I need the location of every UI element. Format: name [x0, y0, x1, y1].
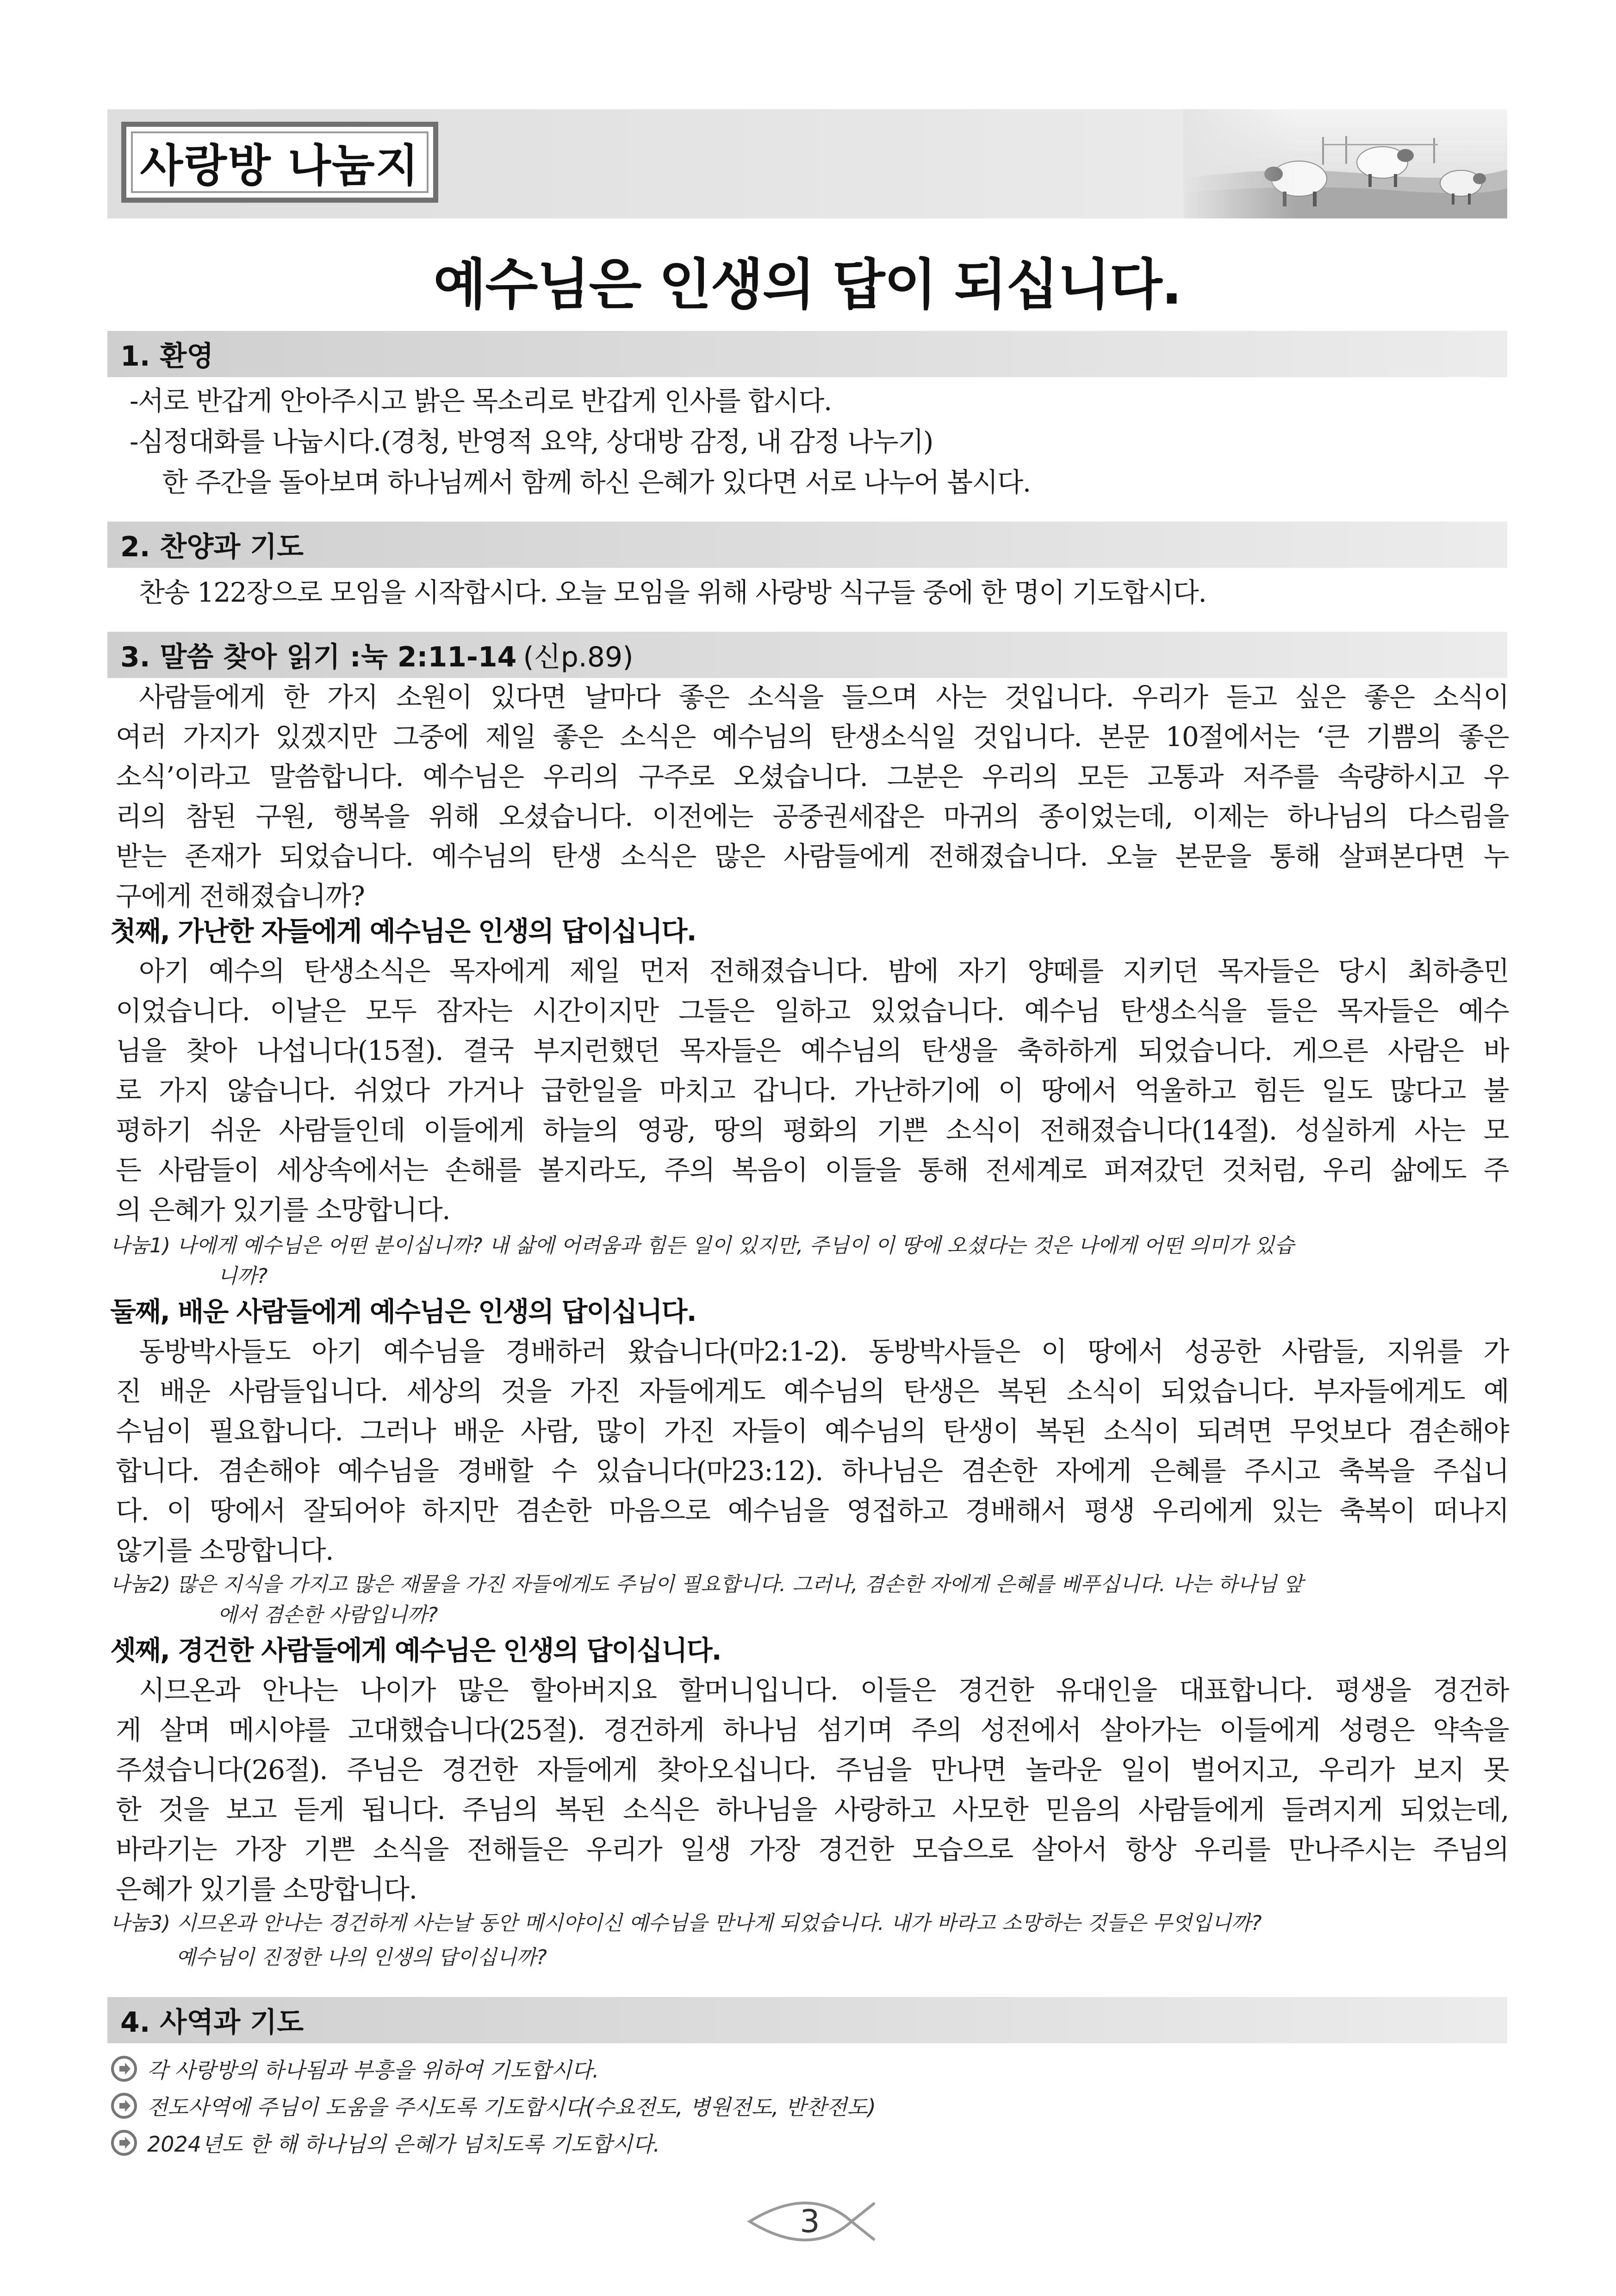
point1-heading: 첫째, 가난한 자들에게 예수님은 인생의 답이십니다. — [110, 915, 696, 947]
section-tag — [121, 122, 438, 203]
point3-line-5: 바라기는 가장 기쁜 소식을 전해들은 우리가 일생 가장 경건한 모습으로 살아서 항상 우리를 만나주시는 주님의 — [116, 1834, 1509, 1865]
point2-line-3: 수님이 필요합니다. 그러나 배운 사람, 많이 가진 자들이 예수님의 탄생이 복된 소식이 되려면 무엇보다 겸손해야 — [116, 1415, 1509, 1447]
point1-line-6: 든 사람들이 세상속에서는 손해를 볼지라도, 주의 복음이 이들을 통해 전세계로 퍼져갔던 것처럼, 우리 삶에도 주 — [116, 1154, 1509, 1186]
share1-line-1: 나눔1) 나에게 예수님은 어떤 분이십니까? 내 삶에 어려움과 힘든 일이 있지만, 주님이 이 땅에 오셨다는 것은 나에게 어떤 의미가 있습 — [110, 1234, 1294, 1257]
intro-line-4: 리의 참된 구원, 행복을 위해 오셨습니다. 이전에는 공중권세잡은 마귀의 종이었는데, 이제는 하나님의 다스림을 — [116, 801, 1509, 832]
share3-line-2: 예수님이 진정한 나의 인생의 답이십니까? — [176, 1946, 547, 1969]
arrow-circle-icon — [111, 2130, 137, 2156]
sheep-field-illustration — [1183, 109, 1507, 218]
page-title: 예수님은 인생의 답이 되십니다. — [433, 253, 1181, 317]
intro-line-3: 소식’이라고 말씀합니다. 예수님은 우리의 구주로 오셨습니다. 그분은 우리의 모든 고통과 저주를 속량하시고 우 — [116, 761, 1509, 792]
point3-line-2: 게 살며 메시야를 고대했습니다(25절). 경건하게 하나님 섬기며 주의 성전에서 살아가는 이들에게 성령은 약속을 — [116, 1714, 1509, 1746]
intro-line-6: 구에게 전해졌습니까? — [116, 880, 365, 912]
welcome-line-2: -심정대화를 나눕시다.(경청, 반영적 요약, 상대방 감정, 내 감정 나누기) — [130, 426, 933, 457]
worship-line-1: 찬송 122장으로 모임을 시작합시다. 오늘 모임을 위해 사랑방 식구들 중에 한 명이 기도합시다. — [139, 577, 1206, 608]
point2-line-5: 다. 이 땅에서 잘되어야 하지만 겸손한 마음으로 예수님을 영접하고 경배해서 평생 우리에게 있는 축복이 떠나지 — [116, 1495, 1509, 1526]
arrow-circle-icon — [111, 2056, 137, 2082]
page-footer — [740, 2189, 879, 2254]
arrow-circle-icon — [111, 2093, 137, 2119]
page-number: 3 — [800, 2203, 820, 2240]
prayer-item-text: 전도사역에 주님이 도움을 주시도록 기도합시다(수요전도, 병원전도, 반찬전도) — [147, 2095, 876, 2120]
section-heading-welcome: 1. 환영 — [107, 331, 1507, 377]
intro-line-1: 사람들에게 한 가지 소원이 있다면 날마다 좋은 소식을 들으며 사는 것입니다. 우리가 듣고 싶은 좋은 소식이 — [139, 681, 1509, 713]
prayer-item — [111, 2124, 660, 2161]
share1-line-2: 니까? — [218, 1264, 268, 1288]
point1-line-5: 평하기 쉬운 사람들인데 이들에게 하늘의 영광, 땅의 평화의 기쁜 소식이 전해졌습니다(14절). 성실하게 사는 모 — [116, 1114, 1509, 1146]
section-heading-worship: 2. 찬양과 기도 — [107, 522, 1507, 568]
point2-line-1: 동방박사들도 아기 예수님을 경배하러 왔습니다(마2:1-2). 동방박사들은 이 땅에서 성공한 사람들, 지위를 가 — [139, 1336, 1509, 1367]
word-heading-ref: (신p.89) — [523, 641, 634, 673]
point1-line-3: 님을 찾아 나섭니다(15절). 결국 부지런했던 목자들은 예수님의 탄생을 축하하게 되었습니다. 게으른 사람은 바 — [116, 1035, 1509, 1066]
point2-heading: 둘째, 배운 사람들에게 예수님은 인생의 답이십니다. — [110, 1296, 696, 1327]
prayer-item — [111, 2050, 599, 2087]
prayer-item-text: 2024년도 한 해 하나님의 은혜가 넘치도록 기도합시다. — [147, 2132, 660, 2157]
share2-line-1: 나눔2) 많은 지식을 가지고 많은 재물을 가진 자들에게도 주님이 필요합니다. 그러나, 겸손한 자에게 은혜를 베푸십니다. 나는 하나님 앞 — [110, 1573, 1303, 1596]
point1-line-7: 의 은혜가 있기를 소망합니다. — [116, 1194, 450, 1226]
share3-line-1: 나눔3) 시므온과 안나는 경건하게 사는날 동안 메시야이신 예수님을 만나게 되었습니다. 내가 바라고 소망하는 것들은 무엇입니까? — [110, 1911, 1262, 1935]
welcome-line-3: 한 주간을 돌아보며 하나님께서 함께 하신 은혜가 있다면 서로 나누어 봅시다. — [162, 467, 1031, 498]
point2-line-6: 않기를 소망합니다. — [116, 1535, 334, 1566]
welcome-line-1: -서로 반갑게 안아주시고 밝은 목소리로 반갑게 인사를 합시다. — [130, 385, 832, 417]
section-heading-word — [107, 632, 1507, 678]
section-tag-label: 사랑방 나눔지 — [140, 140, 420, 192]
intro-line-5: 받는 존재가 되었습니다. 예수님의 탄생 소식은 많은 사람들에게 전해졌습니다. 오늘 본문을 통해 살펴본다면 누 — [116, 840, 1509, 872]
point1-line-2: 이었습니다. 이날은 모두 잠자는 시간이지만 그들은 일하고 있었습니다. 예수님 탄생소식을 들은 목자들은 예수 — [116, 995, 1509, 1027]
word-heading-text: 3. 말씀 찾아 읽기 :눅 2:11-14 — [120, 641, 517, 673]
point1-line-4: 로 가지 않습니다. 쉬었다 가거나 급한일을 마치고 갑니다. 가난하기에 이 땅에서 억울하고 힘든 일도 많다고 불 — [116, 1075, 1509, 1106]
intro-line-2: 여러 가지가 있겠지만 그중에 제일 좋은 소식은 예수님의 탄생소식일 것입니다. 본문 10절에서는 ‘큰 기쁨의 좋은 — [116, 721, 1509, 753]
point2-line-4: 합니다. 겸손해야 예수님을 경배할 수 있습니다(마23:12). 하나님은 겸손한 자에게 은혜를 주시고 축복을 주십니 — [116, 1455, 1509, 1487]
point3-line-6: 은혜가 있기를 소망합니다. — [116, 1873, 417, 1905]
point3-line-1: 시므온과 안나는 나이가 많은 할아버지요 할머니입니다. 이들은 경건한 유대인을 대표합니다. 평생을 경건하 — [139, 1674, 1509, 1706]
point3-heading: 셋째, 경건한 사람들에게 예수님은 인생의 답이십니다. — [110, 1635, 721, 1666]
prayer-item — [111, 2087, 876, 2124]
share2-line-2: 에서 겸손한 사람입니까? — [218, 1603, 438, 1627]
prayer-item-text: 각 사랑방의 하나됨과 부흥을 위하여 기도합시다. — [147, 2058, 599, 2083]
point3-line-4: 한 것을 보고 듣게 됩니다. 주님의 복된 소식은 하나님을 사랑하고 사모한 믿음의 사람들에게 들려지게 되었는데, — [116, 1794, 1509, 1825]
point2-line-2: 진 배운 사람들입니다. 세상의 것을 가진 자들에게도 예수님의 탄생은 복된 소식이 되었습니다. 부자들에게도 예 — [116, 1375, 1509, 1407]
section-heading-ministry: 4. 사역과 기도 — [107, 1997, 1507, 2043]
point3-line-3: 주셨습니다(26절). 주님은 경건한 자들에게 찾아오십니다. 주님을 만나면 놀라운 일이 벌어지고, 우리가 보지 못 — [116, 1754, 1509, 1786]
point1-line-1: 아기 예수의 탄생소식은 목자에게 제일 먼저 전해졌습니다. 밤에 자기 양떼를 지키던 목자들은 당시 최하층민 — [139, 955, 1509, 987]
